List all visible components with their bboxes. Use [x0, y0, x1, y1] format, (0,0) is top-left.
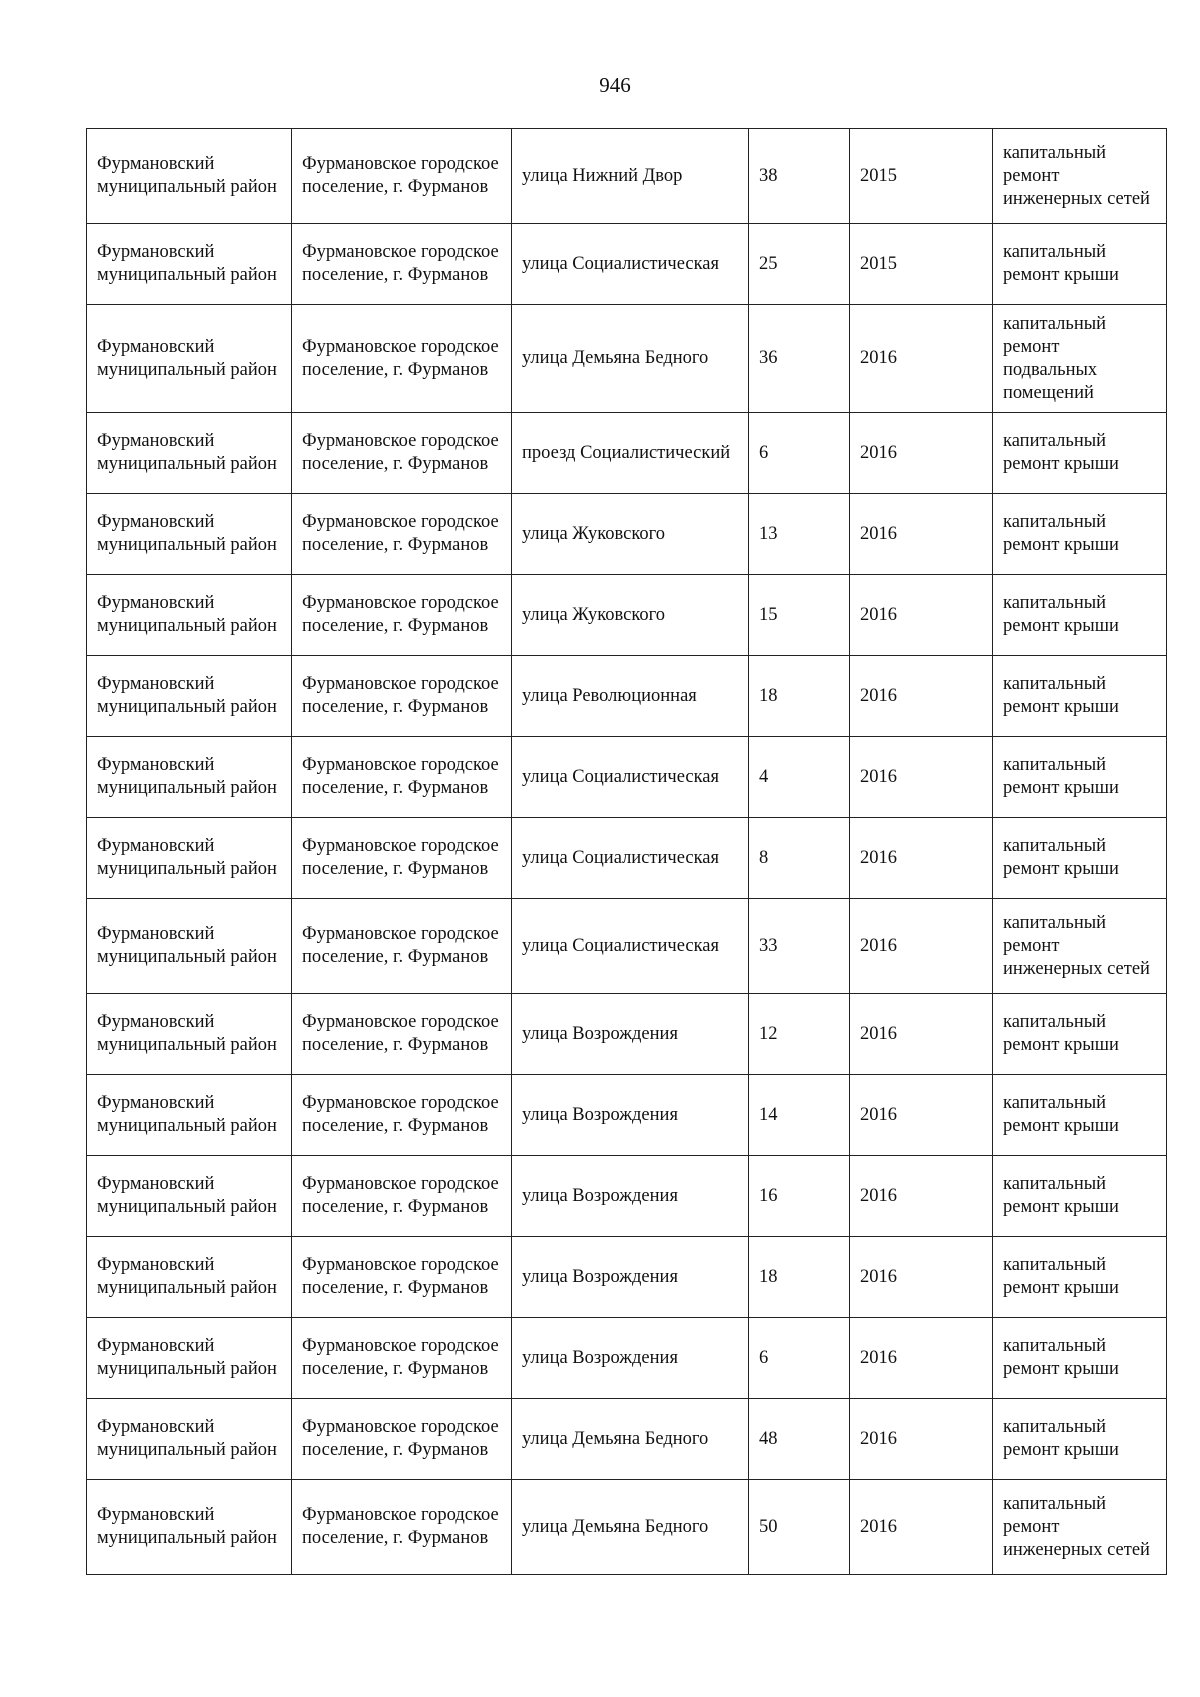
street-cell: улица Демьяна Бедного	[512, 305, 749, 413]
year-cell: 2016	[850, 1318, 993, 1399]
district-cell: Фурмановский муниципальный район	[87, 1075, 292, 1156]
work-type-cell: капитальный ремонт крыши	[993, 1318, 1167, 1399]
house-number-cell: 48	[749, 1399, 850, 1480]
table-row	[87, 1237, 1167, 1318]
house-number-cell: 6	[749, 1318, 850, 1399]
settlement-cell: Фурмановское городское поселение, г. Фурманов	[292, 818, 512, 899]
table-row	[87, 1156, 1167, 1237]
settlement-cell: Фурмановское городское поселение, г. Фурманов	[292, 656, 512, 737]
district-cell: Фурмановский муниципальный район	[87, 1399, 292, 1480]
district-cell: Фурмановский муниципальный район	[87, 129, 292, 224]
district-cell: Фурмановский муниципальный район	[87, 818, 292, 899]
settlement-cell: Фурмановское городское поселение, г. Фурманов	[292, 413, 512, 494]
settlement-cell: Фурмановское городское поселение, г. Фурманов	[292, 899, 512, 994]
work-type-cell: капитальный ремонт крыши	[993, 656, 1167, 737]
street-cell: улица Демьяна Бедного	[512, 1480, 749, 1575]
settlement-cell: Фурмановское городское поселение, г. Фурманов	[292, 1318, 512, 1399]
house-number-cell: 15	[749, 575, 850, 656]
district-cell: Фурмановский муниципальный район	[87, 899, 292, 994]
house-number-cell: 33	[749, 899, 850, 994]
street-cell: улица Социалистическая	[512, 737, 749, 818]
street-cell: улица Социалистическая	[512, 224, 749, 305]
table-row	[87, 413, 1167, 494]
house-number-cell: 38	[749, 129, 850, 224]
work-type-cell: капитальный ремонт подвальных помещений	[993, 305, 1167, 413]
street-cell: улица Нижний Двор	[512, 129, 749, 224]
page-number: 946	[599, 73, 631, 97]
street-cell: улица Социалистическая	[512, 899, 749, 994]
house-number-cell: 12	[749, 994, 850, 1075]
work-type-cell: капитальный ремонт крыши	[993, 994, 1167, 1075]
district-cell: Фурмановский муниципальный район	[87, 656, 292, 737]
district-cell: Фурмановский муниципальный район	[87, 1237, 292, 1318]
settlement-cell: Фурмановское городское поселение, г. Фурманов	[292, 1237, 512, 1318]
year-cell: 2015	[850, 129, 993, 224]
district-cell: Фурмановский муниципальный район	[87, 994, 292, 1075]
work-type-cell: капитальный ремонт крыши	[993, 575, 1167, 656]
settlement-cell: Фурмановское городское поселение, г. Фурманов	[292, 1480, 512, 1575]
work-type-cell: капитальный ремонт крыши	[993, 224, 1167, 305]
table-body	[87, 129, 1167, 1575]
table-row	[87, 575, 1167, 656]
house-number-cell: 25	[749, 224, 850, 305]
year-cell: 2016	[850, 899, 993, 994]
year-cell: 2016	[850, 737, 993, 818]
settlement-cell: Фурмановское городское поселение, г. Фурманов	[292, 224, 512, 305]
street-cell: улица Возрождения	[512, 1156, 749, 1237]
street-cell: улица Революционная	[512, 656, 749, 737]
year-cell: 2016	[850, 994, 993, 1075]
year-cell: 2016	[850, 1156, 993, 1237]
table-row	[87, 1075, 1167, 1156]
settlement-cell: Фурмановское городское поселение, г. Фурманов	[292, 575, 512, 656]
house-number-cell: 13	[749, 494, 850, 575]
street-cell: улица Возрождения	[512, 1075, 749, 1156]
table-row	[87, 1399, 1167, 1480]
settlement-cell: Фурмановское городское поселение, г. Фурманов	[292, 737, 512, 818]
street-cell: улица Возрождения	[512, 994, 749, 1075]
settlement-cell: Фурмановское городское поселение, г. Фурманов	[292, 494, 512, 575]
street-cell: улица Возрождения	[512, 1237, 749, 1318]
work-type-cell: капитальный ремонт крыши	[993, 494, 1167, 575]
district-cell: Фурмановский муниципальный район	[87, 494, 292, 575]
house-number-cell: 6	[749, 413, 850, 494]
table-row	[87, 494, 1167, 575]
house-number-cell: 36	[749, 305, 850, 413]
table-row	[87, 737, 1167, 818]
table-row	[87, 899, 1167, 994]
work-type-cell: капитальный ремонт инженерных сетей	[993, 899, 1167, 994]
work-type-cell: капитальный ремонт крыши	[993, 1156, 1167, 1237]
house-number-cell: 18	[749, 656, 850, 737]
district-cell: Фурмановский муниципальный район	[87, 575, 292, 656]
district-cell: Фурмановский муниципальный район	[87, 737, 292, 818]
year-cell: 2016	[850, 413, 993, 494]
work-type-cell: капитальный ремонт инженерных сетей	[993, 129, 1167, 224]
house-number-cell: 4	[749, 737, 850, 818]
work-type-cell: капитальный ремонт крыши	[993, 1399, 1167, 1480]
table-row	[87, 1480, 1167, 1575]
settlement-cell: Фурмановское городское поселение, г. Фурманов	[292, 129, 512, 224]
district-cell: Фурмановский муниципальный район	[87, 305, 292, 413]
work-type-cell: капитальный ремонт крыши	[993, 737, 1167, 818]
street-cell: улица Жуковского	[512, 575, 749, 656]
table-row	[87, 656, 1167, 737]
street-cell: улица Жуковского	[512, 494, 749, 575]
table-row	[87, 994, 1167, 1075]
work-type-cell: капитальный ремонт крыши	[993, 818, 1167, 899]
table-row	[87, 818, 1167, 899]
year-cell: 2016	[850, 1237, 993, 1318]
district-cell: Фурмановский муниципальный район	[87, 1318, 292, 1399]
table-row	[87, 1318, 1167, 1399]
work-type-cell: капитальный ремонт крыши	[993, 1237, 1167, 1318]
street-cell: проезд Социалистический	[512, 413, 749, 494]
year-cell: 2016	[850, 1075, 993, 1156]
settlement-cell: Фурмановское городское поселение, г. Фурманов	[292, 1075, 512, 1156]
table-row	[87, 129, 1167, 224]
street-cell: улица Возрождения	[512, 1318, 749, 1399]
work-type-cell: капитальный ремонт крыши	[993, 1075, 1167, 1156]
street-cell: улица Демьяна Бедного	[512, 1399, 749, 1480]
year-cell: 2016	[850, 1480, 993, 1575]
work-type-cell: капитальный ремонт крыши	[993, 413, 1167, 494]
year-cell: 2015	[850, 224, 993, 305]
repair-schedule-table	[86, 128, 1167, 1575]
district-cell: Фурмановский муниципальный район	[87, 1480, 292, 1575]
house-number-cell: 18	[749, 1237, 850, 1318]
house-number-cell: 50	[749, 1480, 850, 1575]
work-type-cell: капитальный ремонт инженерных сетей	[993, 1480, 1167, 1575]
settlement-cell: Фурмановское городское поселение, г. Фурманов	[292, 1399, 512, 1480]
street-cell: улица Социалистическая	[512, 818, 749, 899]
year-cell: 2016	[850, 305, 993, 413]
year-cell: 2016	[850, 494, 993, 575]
settlement-cell: Фурмановское городское поселение, г. Фурманов	[292, 1156, 512, 1237]
year-cell: 2016	[850, 575, 993, 656]
table-row	[87, 224, 1167, 305]
house-number-cell: 14	[749, 1075, 850, 1156]
year-cell: 2016	[850, 1399, 993, 1480]
settlement-cell: Фурмановское городское поселение, г. Фурманов	[292, 305, 512, 413]
year-cell: 2016	[850, 818, 993, 899]
district-cell: Фурмановский муниципальный район	[87, 1156, 292, 1237]
year-cell: 2016	[850, 656, 993, 737]
house-number-cell: 16	[749, 1156, 850, 1237]
house-number-cell: 8	[749, 818, 850, 899]
district-cell: Фурмановский муниципальный район	[87, 413, 292, 494]
settlement-cell: Фурмановское городское поселение, г. Фурманов	[292, 994, 512, 1075]
table-row	[87, 305, 1167, 413]
district-cell: Фурмановский муниципальный район	[87, 224, 292, 305]
